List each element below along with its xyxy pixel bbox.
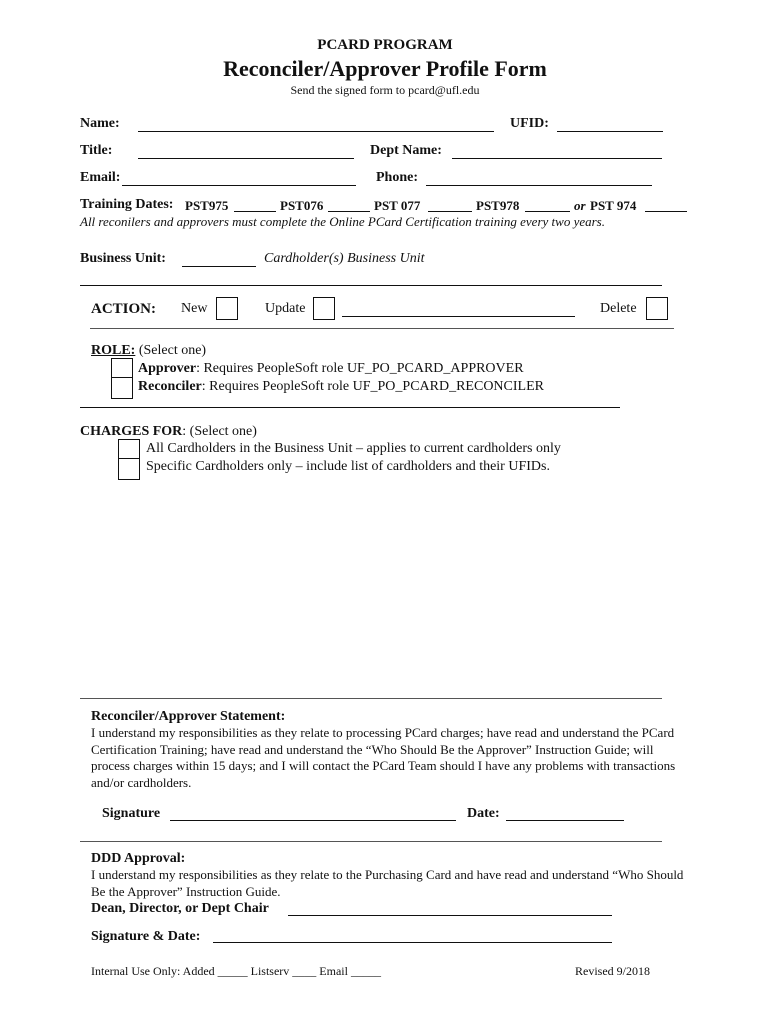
name-field[interactable] [138,131,494,132]
signature-label: Signature [102,806,161,821]
ufid-field[interactable] [557,131,663,132]
charges-specific-label: Specific Cardholders only – include list of cardholders and their UFIDs. [146,459,550,474]
action-update-checkbox[interactable] [313,297,335,320]
phone-label: Phone: [376,170,418,185]
ufid-label: UFID: [510,116,549,131]
section-divider [90,328,674,329]
dean-label: Dean, Director, or Dept Chair [91,901,269,916]
action-label: ACTION: [91,301,157,317]
statement-body: I understand my responsibilities as they relate to processing PCard charges; have read and understand the PCard Certification Training; have read and understand the “Who Should Be the Approver” Instruction Guide; will process charges within 15 days; and I will contact the PCard Team should I have any problems with transactions and/or cardholders. [91,725,676,790]
pst975-label: PST975 [185,198,229,213]
role-approver-label: Approver [138,361,197,376]
dept-name-field[interactable] [452,158,662,159]
charges-label: CHARGES FOR [80,424,183,439]
pst978-label: PST978 [476,198,520,213]
dean-field[interactable] [288,915,612,916]
internal-use-note: Internal Use Only: Added _____ Listserv ____ Email _____ [91,964,381,978]
pst974-field[interactable] [645,211,687,212]
date-label: Date [467,806,495,821]
form-subtitle: Send the signed form to pcard@ufl.edu [290,83,480,97]
signature-field[interactable] [170,820,456,821]
statement-heading: Reconciler/Approver Statement: [91,709,286,724]
pst978-field[interactable] [525,211,570,212]
email-field[interactable] [122,185,356,186]
business-unit-hint: Cardholder(s) Business Unit [264,251,425,266]
title-label: Title: [80,143,113,158]
phone-field[interactable] [426,185,652,186]
section-divider [80,285,662,286]
role-reconciler-checkbox[interactable] [111,377,133,399]
section-divider [80,841,662,842]
form-program-heading: PCARD PROGRAM [317,37,453,53]
or-label: or [574,198,586,213]
form-title: Reconciler/Approver Profile Form [223,56,547,81]
section-divider [80,698,662,699]
action-new-label: New [181,301,208,316]
role-reconciler-text: : Requires PeopleSoft role UF_PO_PCARD_RECONCILER [201,379,544,394]
business-unit-field[interactable] [182,266,256,267]
charges-select-note: : (Select one) [182,424,257,439]
pst076-label: PST076 [280,198,324,213]
title-field[interactable] [138,158,354,159]
date-field[interactable] [506,820,624,821]
role-reconciler-label: Reconciler [138,379,202,394]
role-label: ROLE: [91,343,136,358]
action-new-checkbox[interactable] [216,297,238,320]
action-delete-label: Delete [600,301,637,316]
signature-date-label: Signature & Date: [91,929,201,944]
dept-name-label: Dept Name: [370,143,442,158]
training-note: All reconilers and approvers must complete the Online PCard Certification training every two years. [80,214,605,229]
pst077-label: PST 077 [374,198,421,213]
pst974-label: PST 974 [590,198,637,213]
role-select-note: (Select one) [138,343,207,358]
role-approver-text: : Requires PeopleSoft role UF_PO_PCARD_APPROVER [196,361,524,376]
charges-all-label: All Cardholders in the Business Unit – applies to current cardholders only [146,441,561,456]
action-update-label: Update [265,301,306,316]
name-label: Name: [80,116,120,131]
ddd-body: I understand my responsibilities as they relate to the Purchasing Card and have read and understand “Who Should Be the Approver” Instruction Guide. [91,867,684,899]
section-divider [80,407,620,408]
business-unit-label: Business Unit: [80,251,166,266]
signature-date-field[interactable] [213,942,612,943]
pst975-field[interactable] [234,211,276,212]
revised-date: Revised 9/2018 [575,964,650,978]
email-label: Email: [80,170,121,185]
pst077-field[interactable] [428,211,472,212]
ddd-heading: DDD Approval: [91,851,186,866]
training-dates-label: Training Dates: [80,197,174,212]
action-update-field[interactable] [342,316,575,317]
charges-specific-checkbox[interactable] [118,458,140,480]
pst076-field[interactable] [328,211,370,212]
action-delete-checkbox[interactable] [646,297,668,320]
